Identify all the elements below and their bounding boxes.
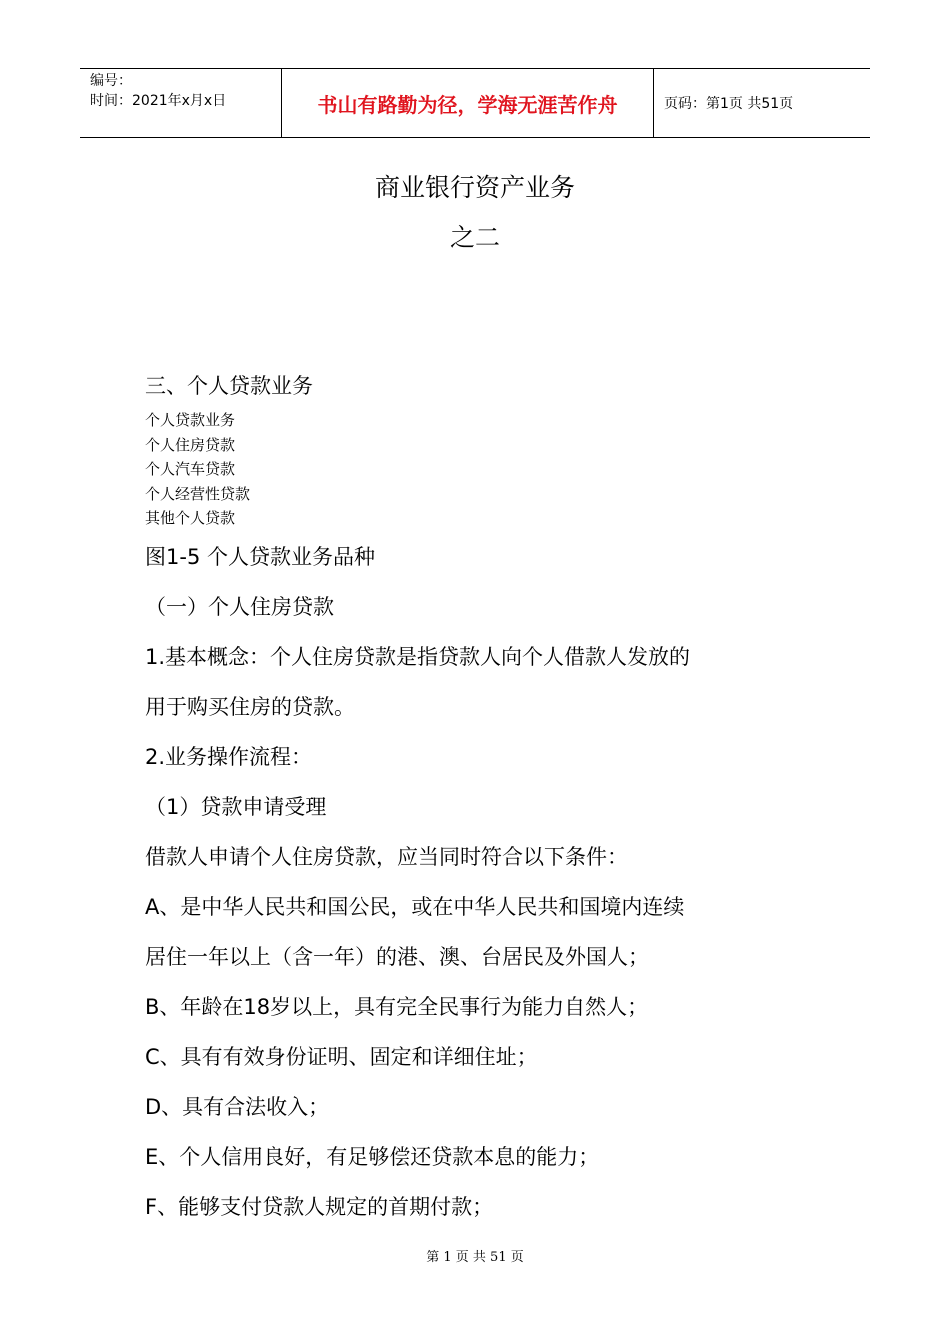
figure-caption: 图1-5 个人贷款业务品种 <box>145 545 375 569</box>
loan-type-list <box>145 408 250 531</box>
paragraph-line: 用于购买住房的贷款。 <box>145 695 355 719</box>
paragraph-line: （1）贷款申请受理 <box>145 795 327 819</box>
paragraph-line: 1.基本概念：个人住房贷款是指贷款人向个人借款人发放的 <box>145 645 691 669</box>
list-item: 个人汽车贷款 <box>145 460 236 478</box>
list-item: 个人经营性贷款 <box>145 484 251 503</box>
paragraph-line: B、年龄在18岁以上，具有完全民事行为能力自然人； <box>145 995 649 1019</box>
document-header <box>80 68 870 138</box>
list-item: 个人贷款业务 <box>145 411 236 429</box>
paragraph-line: E、个人信用良好，有足够偿还贷款本息的能力； <box>145 1145 600 1169</box>
header-page-label: 页码：第1页 共51页 <box>664 96 794 112</box>
list-item: 个人住房贷款 <box>145 435 236 454</box>
paragraph-line: C、具有有效身份证明、固定和详细住址； <box>145 1045 538 1069</box>
subsection-heading: （一）个人住房贷款 <box>145 595 334 619</box>
paragraph-line: F、能够支付贷款人规定的首期付款； <box>145 1195 494 1219</box>
body-text <box>145 537 785 1237</box>
number-label: 编号： <box>90 73 132 89</box>
paragraph-line: 2.业务操作流程： <box>145 745 313 769</box>
paragraph-line: 借款人申请个人住房贷款，应当同时符合以下条件： <box>145 845 628 869</box>
list-item: 其他个人贷款 <box>145 509 236 527</box>
document-subtitle: 之二 <box>449 223 500 252</box>
page-footer: 第 1 页 共 51 页 <box>426 1250 524 1265</box>
header-motto: 书山有路勤为径，学海无涯苦作舟 <box>281 69 654 137</box>
paragraph-line: A、是中华人民共和国公民，或在中华人民共和国境内连续 <box>145 895 685 919</box>
paragraph-line: D、具有合法收入； <box>145 1095 330 1119</box>
document-title: 商业银行资产业务 <box>374 173 575 202</box>
header-meta <box>80 69 281 137</box>
section-heading: 三、个人贷款业务 <box>145 374 313 398</box>
paragraph-line: 居住一年以上（含一年）的港、澳、台居民及外国人； <box>145 945 649 969</box>
time-label: 时间：2021年x月x日 <box>90 93 227 109</box>
